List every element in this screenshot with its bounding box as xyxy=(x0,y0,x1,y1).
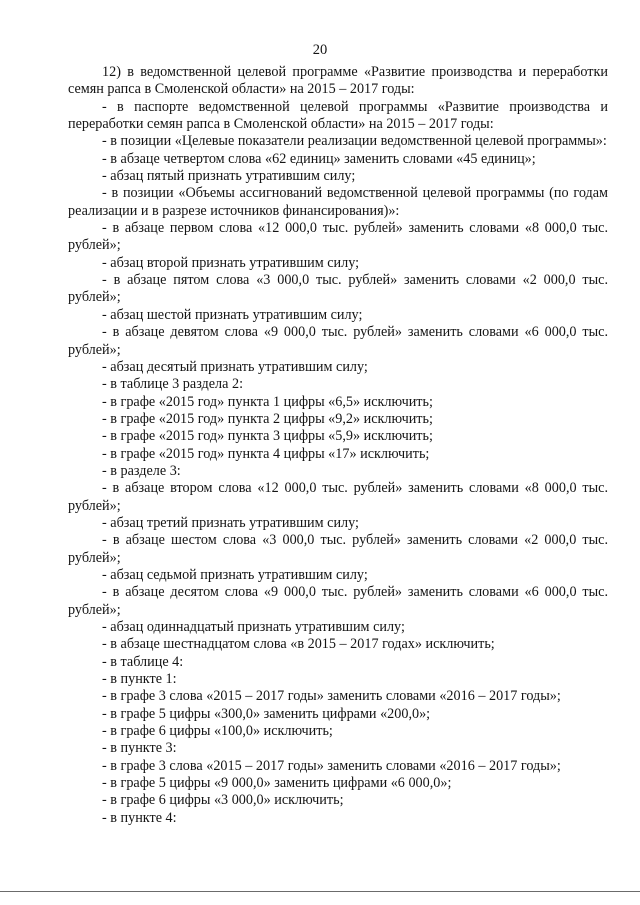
document-paragraph: - в абзаце пятом слова «3 000,0 тыс. рублей» заменить словами «2 000,0 тыс. рублей»; xyxy=(68,272,608,306)
document-paragraph: - в графе 3 слова «2015 – 2017 годы» заменить словами «2016 – 2017 годы»; xyxy=(102,757,561,774)
document-paragraph: - абзац шестой признать утратившим силу; xyxy=(102,306,363,323)
page-bottom-edge xyxy=(0,891,640,892)
document-paragraph: - в абзаце шестнадцатом слова «в 2015 – 2017 годах» исключить; xyxy=(102,636,495,653)
document-paragraph: - абзац седьмой признать утратившим силу; xyxy=(102,566,368,583)
document-paragraph: - в абзаце втором слова «12 000,0 тыс. рублей» заменить словами «8 000,0 тыс. рублей»; xyxy=(68,480,608,514)
document-paragraph: - в графе «2015 год» пункта 1 цифры «6,5» исключить; xyxy=(102,393,433,410)
document-paragraph: - в позиции «Целевые показатели реализации ведомственной целевой программы»: xyxy=(102,133,607,150)
document-body xyxy=(68,64,608,827)
document-paragraph: - в абзаце четвертом слова «62 единиц» заменить словами «45 единиц»; xyxy=(102,150,536,167)
document-paragraph: - в графе «2015 год» пункта 2 цифры «9,2» исключить; xyxy=(102,410,433,427)
document-paragraph: - в абзаце девятом слова «9 000,0 тыс. рублей» заменить словами «6 000,0 тыс. рублей»; xyxy=(68,324,608,358)
document-paragraph: - в пункте 4: xyxy=(102,809,177,826)
document-paragraph: - в абзаце шестом слова «3 000,0 тыс. рублей» заменить словами «2 000,0 тыс. рублей»; xyxy=(68,532,608,566)
document-paragraph: - в графе «2015 год» пункта 4 цифры «17» исключить; xyxy=(102,445,430,462)
document-paragraph: - абзац десятый признать утратившим силу; xyxy=(102,358,368,375)
page-number: 20 xyxy=(312,42,328,58)
document-paragraph: - в пункте 1: xyxy=(102,671,177,688)
document-paragraph: - в графе 6 цифры «100,0» исключить; xyxy=(102,723,333,740)
document-paragraph: - абзац второй признать утратившим силу; xyxy=(102,254,360,271)
document-paragraph: - в графе 6 цифры «3 000,0» исключить; xyxy=(102,792,344,809)
document-paragraph: - в таблице 3 раздела 2: xyxy=(102,376,244,393)
document-paragraph: - в графе «2015 год» пункта 3 цифры «5,9» исключить; xyxy=(102,428,433,445)
document-paragraph: - в абзаце первом слова «12 000,0 тыс. рублей» заменить словами «8 000,0 тыс. рублей»; xyxy=(68,220,608,254)
document-paragraph: - в графе 5 цифры «9 000,0» заменить цифрами «6 000,0»; xyxy=(102,775,452,792)
document-paragraph: - в паспорте ведомственной целевой программы «Развитие производства и переработки семян рапса в Смоленской области» на 2015 – 2017 годы: xyxy=(68,98,608,133)
document-paragraph: - абзац пятый признать утратившим силу; xyxy=(102,168,356,185)
document-paragraph: - в графе 3 слова «2015 – 2017 годы» заменить словами «2016 – 2017 годы»; xyxy=(102,688,561,705)
document-paragraph: - в таблице 4: xyxy=(102,653,184,670)
document-paragraph: - в графе 5 цифры «300,0» заменить цифрами «200,0»; xyxy=(102,705,431,722)
document-paragraph: 12) в ведомственной целевой программе «Развитие производства и переработки семян рапса в Смоленской области» на 2015 – 2017 годы: xyxy=(68,64,608,98)
document-paragraph: - абзац одиннадцатый признать утратившим силу; xyxy=(102,619,405,635)
document-paragraph: - абзац третий признать утратившим силу; xyxy=(102,514,359,531)
document-paragraph: - в разделе 3: xyxy=(102,462,181,479)
document-paragraph: - в пункте 3: xyxy=(102,740,177,757)
document-paragraph: - в позиции «Объемы ассигнований ведомственной целевой программы (по годам реализации и в разрезе источников финансирования)»: xyxy=(68,185,608,219)
document-paragraph: - в абзаце десятом слова «9 000,0 тыс. рублей» заменить словами «6 000,0 тыс. рублей»; xyxy=(68,584,608,618)
